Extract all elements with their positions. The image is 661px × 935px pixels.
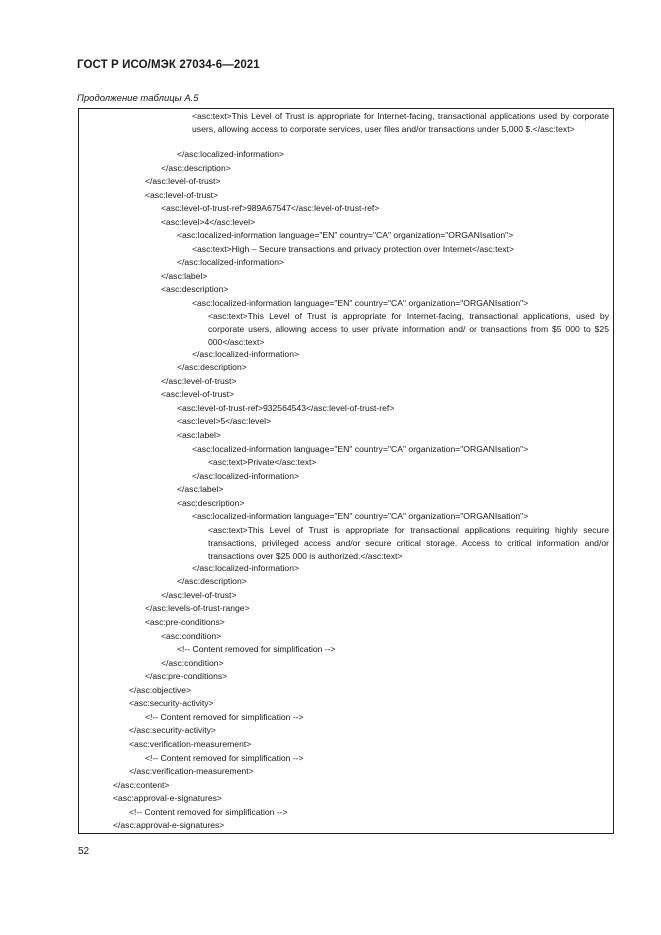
code-line: </asc:pre-conditions> xyxy=(145,671,228,681)
code-line: </asc:approval-e-signatures> xyxy=(113,820,225,830)
code-line: <asc:localized-information language="EN" country="CA" organization="ORGANIsation"> xyxy=(192,298,529,308)
code-line: <!-- Content removed for simplification --> xyxy=(145,753,304,763)
code-line: </asc:description> xyxy=(177,576,247,586)
table-continuation-caption: Продолжение таблицы А.5 xyxy=(77,93,199,104)
code-line: <asc:condition> xyxy=(161,631,222,641)
code-line: </asc:level-of-trust> xyxy=(161,590,237,600)
code-line: <asc:text>High – Secure transactions and privacy protection over Internet</asc:text> xyxy=(192,244,514,254)
code-line: <asc:level>4</asc:level> xyxy=(161,217,256,227)
code-line: <asc:localized-information language="EN" country="CA" organization="ORGANIsation"> xyxy=(192,444,529,454)
code-line: </asc:localized-information> xyxy=(177,149,284,159)
code-line: <asc:level-of-trust-ref>932564543</asc:level-of-trust-ref> xyxy=(177,403,395,413)
code-line: <asc:label> xyxy=(177,430,221,440)
code-line: <asc:text>Private</asc:text> xyxy=(208,457,317,467)
code-line: <asc:description> xyxy=(161,284,229,294)
code-line: </asc:levels-of-trust-range> xyxy=(145,603,250,613)
code-line: <asc:level-of-trust-ref>989A67547</asc:level-of-trust-ref> xyxy=(161,203,380,213)
code-line: </asc:verification-measurement> xyxy=(129,766,254,776)
code-line: <asc:description> xyxy=(177,498,245,508)
code-line: <asc:text>This Level of Trust is appropriate for Internet-facing, transactional applications used by corporate users, allowing access to corporate services, user files and/or transactions under 5,000 $.</asc:text> xyxy=(192,111,609,135)
code-line: <asc:approval-e-signatures> xyxy=(113,793,222,803)
code-line: <asc:text>This Level of Trust is appropriate for Internet-facing, transactional applications, used by corporate users, allowing access to user private information and/ or transactions from $5 000 to $25 000</asc:text> xyxy=(208,311,609,348)
code-line: </asc:security-activity> xyxy=(129,725,216,735)
code-line: </asc:localized-information> xyxy=(192,471,299,481)
code-line: </asc:description> xyxy=(177,362,247,372)
code-line: <asc:level>5</asc:level> xyxy=(177,416,272,426)
code-line: <asc:text>This Level of Trust is appropriate for transactional applications requiring highly secure transactions, privileged access and/or secure critical storage. Access to critical information and/or transactions over $25 000 is authorized.</asc:text> xyxy=(208,525,609,562)
code-line: <asc:level-of-trust> xyxy=(145,190,219,200)
code-line: </asc:level-of-trust> xyxy=(161,376,237,386)
code-line: </asc:localized-information> xyxy=(192,563,299,573)
code-line: </asc:localized-information> xyxy=(177,257,284,267)
code-line: <!-- Content removed for simplification --> xyxy=(145,712,304,722)
code-line: </asc:objective> xyxy=(129,685,192,695)
code-line: <!-- Content removed for simplification --> xyxy=(177,644,336,654)
code-line: <asc:security-activity> xyxy=(129,698,214,708)
code-line: <asc:verification-measurement> xyxy=(129,739,252,749)
code-line: </asc:level-of-trust> xyxy=(145,176,221,186)
code-line: <asc:localized-information language="EN" country="CA" organization="ORGANIsation"> xyxy=(177,230,514,240)
code-line: </asc:condition> xyxy=(161,658,224,668)
code-line: <asc:pre-conditions> xyxy=(145,617,225,627)
code-line: </asc:content> xyxy=(113,780,170,790)
code-line: </asc:description> xyxy=(161,163,231,173)
code-line: </asc:label> xyxy=(161,271,208,281)
code-line: <!-- Content removed for simplification --> xyxy=(129,807,288,817)
code-line: <asc:localized-information language="EN" country="CA" organization="ORGANIsation"> xyxy=(192,511,529,521)
page-number: 52 xyxy=(78,846,90,857)
code-line: </asc:label> xyxy=(177,484,224,494)
code-line: <asc:level-of-trust> xyxy=(161,389,235,399)
standard-header: ГОСТ Р ИСО/МЭК 27034-6—2021 xyxy=(77,59,260,71)
code-line: </asc:localized-information> xyxy=(192,349,299,359)
